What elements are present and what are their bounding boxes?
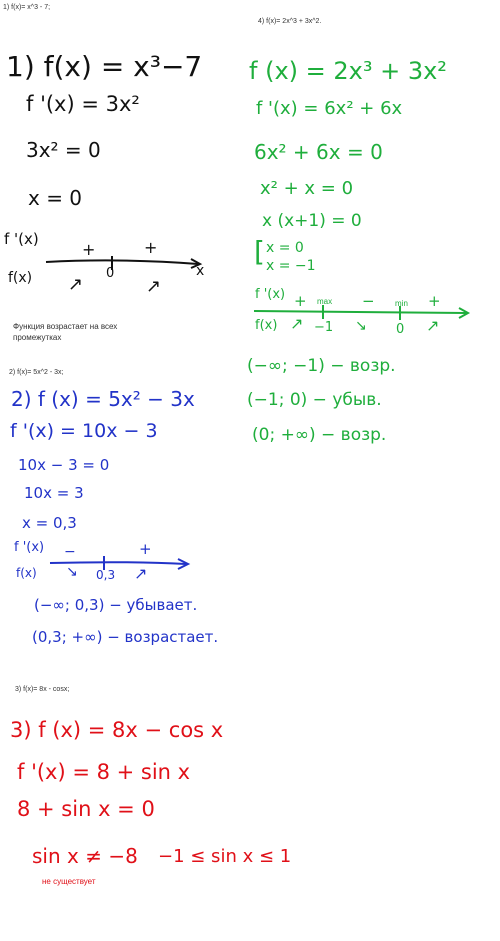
problem4-step-3: 6x² + 6x = 0 <box>254 140 383 164</box>
problem2-step-3: 10x − 3 = 0 <box>18 456 110 474</box>
problem4-step-4: x² + x = 0 <box>260 178 354 199</box>
increase-arrow-icon: ↗ <box>146 276 162 297</box>
problem4-f-label: f(x) <box>255 318 278 333</box>
problem4-max-label: max <box>317 297 333 306</box>
problem4-interval-2: (−1; 0) − убыв. <box>247 390 382 410</box>
problem4-fprime-label: f '(x) <box>255 287 286 302</box>
problem2-interval-1: (−∞; 0,3) − убывает. <box>34 596 198 614</box>
problem2-interval-2: (0,3; +∞) − возрастает. <box>32 628 219 646</box>
problem3-note: не существует <box>42 877 96 886</box>
problem4-step-1: f (x) = 2x³ + 3x² <box>249 57 447 85</box>
problem2-fprime-label: f '(x) <box>14 540 45 555</box>
problem1-sign-1: + <box>82 240 96 259</box>
problem4-step-2: f '(x) = 6x² + 6x <box>256 98 403 119</box>
increase-arrow-icon: ↗ <box>134 564 148 583</box>
problem4-point-1: −1 <box>314 320 334 335</box>
problem4-sign-1: + <box>294 292 307 310</box>
problem2-step-5: x = 0,3 <box>22 514 77 532</box>
increase-arrow-icon: ↗ <box>68 274 84 295</box>
number-line-1 <box>46 256 200 270</box>
problem3-step-2: f '(x) = 8 + sin x <box>17 760 191 784</box>
problem1-step-4: x = 0 <box>28 186 83 210</box>
problem3-step-5: −1 ≤ sin x ≤ 1 <box>158 846 292 867</box>
increase-arrow-icon: ↗ <box>290 314 304 333</box>
problem2-step-4: 10x = 3 <box>24 484 84 502</box>
problem1-heading: 1) f(x)= x^3 - 7; <box>3 4 51 11</box>
problem4-root-2: x = −1 <box>266 258 316 274</box>
problem4-interval-1: (−∞; −1) − возр. <box>247 356 396 376</box>
problem1-step-1: 1) f(x) = x³−7 <box>6 50 203 83</box>
problem4-min-label: min <box>395 299 408 308</box>
problem4-sign-2: − <box>362 292 375 310</box>
problem2-sign-2: + <box>139 540 152 558</box>
problem1-step-2: f '(x) = 3x² <box>26 92 140 116</box>
problem1-axis-label: x <box>196 263 205 279</box>
decrease-arrow-icon: ↘ <box>66 564 78 580</box>
problem4-sign-3: + <box>428 292 441 310</box>
decrease-arrow-icon: ↘ <box>355 318 367 334</box>
problem2-f-label: f(x) <box>16 566 37 580</box>
problem1-point: 0 <box>106 266 115 281</box>
problem3-step-3: 8 + sin x = 0 <box>17 797 155 821</box>
problem2-point: 0,3 <box>96 568 116 582</box>
problem1-step-3: 3x² = 0 <box>26 138 101 162</box>
problem3-step-4: sin x ≠ −8 <box>32 844 138 868</box>
problem3-step-1: 3) f (x) = 8x − cos x <box>10 718 224 742</box>
system-brace: [ <box>254 235 265 268</box>
problem1-f-label: f(x) <box>8 270 33 286</box>
problem2-step-1: 2) f (x) = 5x² − 3x <box>11 387 195 411</box>
problem3-heading: 3) f(x)= 8x - cosx; <box>15 686 70 693</box>
problem1-sign-2: + <box>144 238 158 257</box>
problem2-sign-1: − <box>64 544 76 560</box>
problem4-heading: 4) f(x)= 2x^3 + 3x^2. <box>258 18 322 25</box>
problem4-step-5: x (x+1) = 0 <box>262 211 362 231</box>
problem2-step-2: f '(x) = 10x − 3 <box>10 420 158 442</box>
problem2-heading: 2) f(x)= 5x^2 - 3x; <box>9 369 64 376</box>
increase-arrow-icon: ↗ <box>426 316 440 335</box>
problem1-conclusion: Функция возрастает на всех промежутках <box>13 322 118 342</box>
problem4-interval-3: (0; +∞) − возр. <box>252 425 387 445</box>
problem4-point-2: 0 <box>396 322 405 337</box>
problem1-fprime-label: f '(x) <box>4 230 39 248</box>
problem4-root-1: x = 0 <box>266 240 304 256</box>
